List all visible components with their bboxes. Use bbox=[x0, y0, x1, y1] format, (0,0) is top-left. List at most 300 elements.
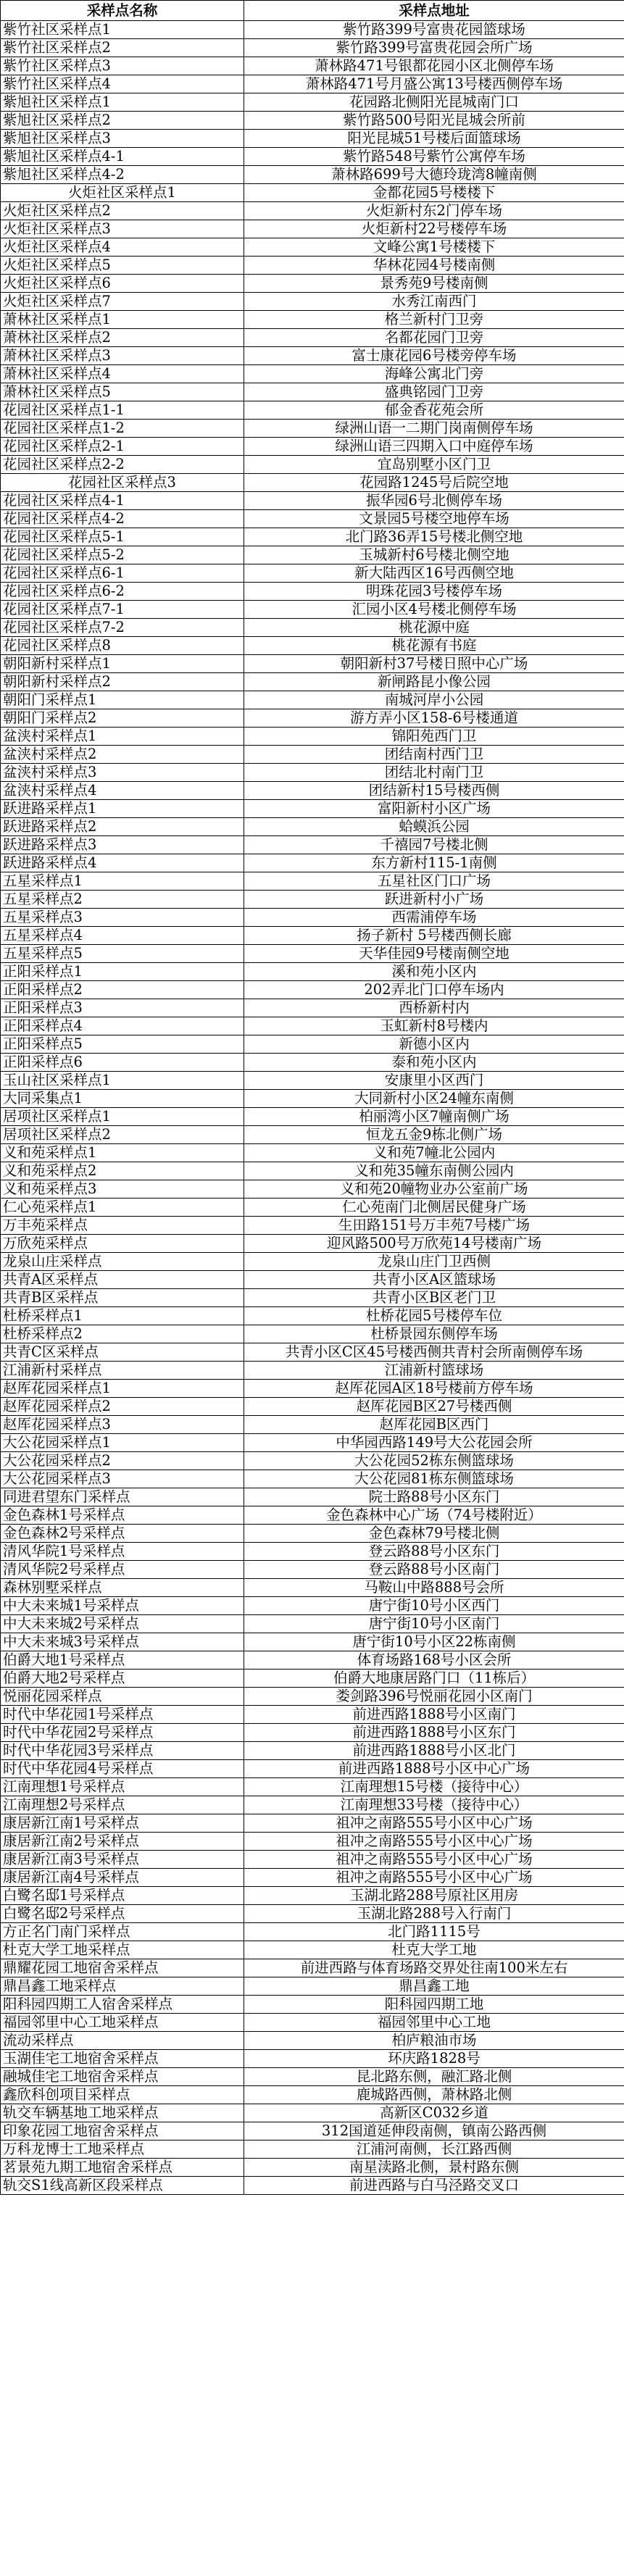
table-row bbox=[1, 655, 624, 673]
sampling-point-name: 跃进路采样点2 bbox=[1, 818, 244, 836]
sampling-point-address: 游方弄小区158-6号楼通道 bbox=[244, 709, 624, 728]
sampling-point-address: 义和苑7幢北公园内 bbox=[244, 1144, 624, 1162]
sampling-point-name: 五星采样点5 bbox=[1, 945, 244, 963]
sampling-point-name: 康居新江南3号采样点 bbox=[1, 1851, 244, 1869]
table-row bbox=[1, 184, 624, 202]
table-row bbox=[1, 637, 624, 655]
sampling-point-name: 正阳采样点1 bbox=[1, 963, 244, 981]
sampling-point-name: 萧林社区采样点2 bbox=[1, 329, 244, 347]
sampling-point-name: 萧林社区采样点1 bbox=[1, 311, 244, 329]
sampling-point-name: 大公花园采样点3 bbox=[1, 1470, 244, 1488]
sampling-point-address: 金色森林中心广场（74号楼附近） bbox=[244, 1506, 624, 1525]
table-row bbox=[1, 2086, 624, 2104]
sampling-point-name: 龙泉山庄采样点 bbox=[1, 1253, 244, 1271]
sampling-point-address: 南星渎路北侧，景村路东侧 bbox=[244, 2159, 624, 2177]
sampling-point-name: 江浦新村采样点 bbox=[1, 1362, 244, 1380]
sampling-point-name: 万科龙博士工地采样点 bbox=[1, 2141, 244, 2159]
sampling-point-name: 紫竹社区采样点4 bbox=[1, 75, 244, 93]
sampling-point-name: 紫竹社区采样点2 bbox=[1, 39, 244, 57]
table-row bbox=[1, 1941, 624, 1959]
table-row bbox=[1, 1289, 624, 1307]
sampling-point-address: 赵厍花园B区西门 bbox=[244, 1416, 624, 1434]
sampling-point-name: 正阳采样点3 bbox=[1, 999, 244, 1017]
sampling-point-address: 文峰公寓1号楼楼下 bbox=[244, 238, 624, 257]
table-row bbox=[1, 293, 624, 311]
sampling-point-address: 桃花源中庭 bbox=[244, 619, 624, 637]
table-row bbox=[1, 1525, 624, 1543]
sampling-point-address: 锦阳苑西门卫 bbox=[244, 728, 624, 746]
sampling-point-name: 共青B区采样点 bbox=[1, 1289, 244, 1307]
sampling-point-name: 花园社区采样点1-2 bbox=[1, 420, 244, 438]
sampling-point-name: 玉湖佳宅工地宿舍采样点 bbox=[1, 2050, 244, 2068]
sampling-point-address: 文景园5号楼空地停车场 bbox=[244, 510, 624, 528]
sampling-point-address: 格兰新村门卫旁 bbox=[244, 311, 624, 329]
sampling-point-address: 新德小区内 bbox=[244, 1035, 624, 1054]
sampling-point-name: 花园社区采样点8 bbox=[1, 637, 244, 655]
sampling-point-name: 正阳采样点4 bbox=[1, 1017, 244, 1035]
table-row bbox=[1, 728, 624, 746]
table-row bbox=[1, 1380, 624, 1398]
sampling-point-name: 花园社区采样点7-1 bbox=[1, 601, 244, 619]
sampling-point-name: 共青C区采样点 bbox=[1, 1343, 244, 1362]
table-row bbox=[1, 1923, 624, 1941]
sampling-point-name: 正阳采样点6 bbox=[1, 1054, 244, 1072]
sampling-point-name: 火炬社区采样点7 bbox=[1, 293, 244, 311]
sampling-point-name: 清风华院2号采样点 bbox=[1, 1561, 244, 1579]
table-row bbox=[1, 1814, 624, 1833]
sampling-point-address: 中华园西路149号大公花园会所 bbox=[244, 1434, 624, 1452]
sampling-point-address: 伯爵大地康居路门口（11栋后） bbox=[244, 1670, 624, 1688]
sampling-point-address: 五星社区门口广场 bbox=[244, 872, 624, 891]
sampling-point-address: 花园路北侧阳光昆城南门口 bbox=[244, 93, 624, 112]
sampling-point-address: 前进西路1888号小区北门 bbox=[244, 1742, 624, 1760]
table-row bbox=[1, 1470, 624, 1488]
column-header-name: 采样点名称 bbox=[1, 1, 244, 21]
sampling-point-address: 金都花园5号楼楼下 bbox=[244, 184, 624, 202]
sampling-point-name: 金色森林1号采样点 bbox=[1, 1506, 244, 1525]
sampling-point-address: 前进西路1888号小区中心广场 bbox=[244, 1760, 624, 1778]
sampling-point-name: 赵厍花园采样点3 bbox=[1, 1416, 244, 1434]
sampling-point-address: 体育场路168号小区会所 bbox=[244, 1651, 624, 1670]
sampling-point-name: 五星采样点3 bbox=[1, 909, 244, 927]
sampling-point-name: 融城佳宅工地宿舍采样点 bbox=[1, 2068, 244, 2086]
table-row bbox=[1, 691, 624, 709]
table-row bbox=[1, 238, 624, 257]
table-row bbox=[1, 2122, 624, 2141]
sampling-point-name: 时代中华花园4号采样点 bbox=[1, 1760, 244, 1778]
table-row bbox=[1, 800, 624, 818]
sampling-point-name: 紫旭社区采样点3 bbox=[1, 130, 244, 148]
table-row bbox=[1, 510, 624, 528]
sampling-point-address: 汇园小区4号楼北侧停车场 bbox=[244, 601, 624, 619]
sampling-point-name: 清风华院1号采样点 bbox=[1, 1543, 244, 1561]
sampling-point-address: 南城河岸小公园 bbox=[244, 691, 624, 709]
table-row bbox=[1, 872, 624, 891]
sampling-point-address: 火炬新村22号楼停车场 bbox=[244, 220, 624, 238]
sampling-point-name: 大同采集点1 bbox=[1, 1090, 244, 1108]
table-row bbox=[1, 528, 624, 546]
sampling-point-name: 鑫欣科创项目采样点 bbox=[1, 2086, 244, 2104]
sampling-point-name: 悦丽花园采样点 bbox=[1, 1688, 244, 1706]
table-header-row bbox=[1, 1, 624, 21]
table-row bbox=[1, 220, 624, 238]
table-row bbox=[1, 1343, 624, 1362]
table-row bbox=[1, 1688, 624, 1706]
table-row bbox=[1, 1887, 624, 1905]
table-row bbox=[1, 1742, 624, 1760]
sampling-point-name: 居项社区采样点1 bbox=[1, 1108, 244, 1126]
sampling-point-name: 玉山社区采样点1 bbox=[1, 1072, 244, 1090]
sampling-point-address: 阳光昆城51号楼后面篮球场 bbox=[244, 130, 624, 148]
table-row bbox=[1, 1217, 624, 1235]
table-row bbox=[1, 93, 624, 112]
table-row bbox=[1, 981, 624, 999]
table-row bbox=[1, 1126, 624, 1144]
sampling-point-name: 花园社区采样点5-1 bbox=[1, 528, 244, 546]
sampling-point-name: 花园社区采样点6-2 bbox=[1, 583, 244, 601]
sampling-point-name: 义和苑采样点1 bbox=[1, 1144, 244, 1162]
table-row bbox=[1, 1724, 624, 1742]
table-row bbox=[1, 1035, 624, 1054]
table-row bbox=[1, 365, 624, 383]
sampling-point-address: 赵厍花园B区27号楼西侧 bbox=[244, 1398, 624, 1416]
sampling-point-name: 中大未来城3号采样点 bbox=[1, 1633, 244, 1651]
sampling-point-name: 紫竹社区采样点3 bbox=[1, 57, 244, 75]
sampling-point-name: 江南理想2号采样点 bbox=[1, 1796, 244, 1814]
sampling-point-address: 义和苑20幢物业办公室前广场 bbox=[244, 1180, 624, 1199]
sampling-point-address: 团结新村15号楼西侧 bbox=[244, 782, 624, 800]
sampling-point-name: 萧林社区采样点3 bbox=[1, 347, 244, 365]
table-row bbox=[1, 999, 624, 1017]
table-row bbox=[1, 1362, 624, 1380]
sampling-point-name: 花园社区采样点3 bbox=[1, 474, 244, 492]
sampling-point-address: 恒龙五金9栋北侧广场 bbox=[244, 1126, 624, 1144]
table-row bbox=[1, 1271, 624, 1289]
table-row bbox=[1, 148, 624, 166]
table-row bbox=[1, 1307, 624, 1325]
sampling-point-name: 同进君望东门采样点 bbox=[1, 1488, 244, 1506]
sampling-point-address: 前进西路1888号小区东门 bbox=[244, 1724, 624, 1742]
sampling-point-address: 共青小区C区45号楼西侧共青村会所南侧停车场 bbox=[244, 1343, 624, 1362]
table-row bbox=[1, 347, 624, 365]
table-row bbox=[1, 1144, 624, 1162]
table-row bbox=[1, 1090, 624, 1108]
sampling-point-address: 赵厍花园A区18号楼前方停车场 bbox=[244, 1380, 624, 1398]
sampling-point-address: 团结北村南门卫 bbox=[244, 764, 624, 782]
sampling-point-name: 杜桥采样点2 bbox=[1, 1325, 244, 1343]
sampling-point-address: 海峰公寓北门旁 bbox=[244, 365, 624, 383]
sampling-point-name: 跃进路采样点3 bbox=[1, 836, 244, 854]
sampling-point-address: 江南理想33号楼（接待中心） bbox=[244, 1796, 624, 1814]
sampling-point-name: 朝阳门采样点2 bbox=[1, 709, 244, 728]
table-row bbox=[1, 1325, 624, 1343]
table-body bbox=[1, 21, 624, 2195]
sampling-point-address: 桃花源有书庭 bbox=[244, 637, 624, 655]
table-row bbox=[1, 1833, 624, 1851]
sampling-point-name: 紫旭社区采样点4-1 bbox=[1, 148, 244, 166]
sampling-point-name: 鼎昌鑫工地采样点 bbox=[1, 1977, 244, 1996]
table-row bbox=[1, 1977, 624, 1996]
sampling-point-address: 大公花园52栋东侧篮球场 bbox=[244, 1452, 624, 1470]
table-row bbox=[1, 202, 624, 220]
table-row bbox=[1, 1398, 624, 1416]
sampling-point-address: 312国道延伸段南侧，镇南公路西侧 bbox=[244, 2122, 624, 2141]
sampling-point-name: 花园社区采样点5-2 bbox=[1, 546, 244, 564]
sampling-point-name: 白鹭名邸1号采样点 bbox=[1, 1887, 244, 1905]
sampling-point-address: 金色森林79号楼北侧 bbox=[244, 1525, 624, 1543]
sampling-point-name: 居项社区采样点2 bbox=[1, 1126, 244, 1144]
sampling-point-address: 前进西路与白马泾路交叉口 bbox=[244, 2177, 624, 2195]
sampling-point-name: 花园社区采样点2-1 bbox=[1, 438, 244, 456]
sampling-point-address: 富士康花园6号楼旁停车场 bbox=[244, 347, 624, 365]
table-row bbox=[1, 2014, 624, 2032]
sampling-point-address: 萧林路699号大德玲珑湾8幢南侧 bbox=[244, 166, 624, 184]
sampling-point-name: 朝阳新村采样点2 bbox=[1, 673, 244, 691]
table-row bbox=[1, 963, 624, 981]
table-row bbox=[1, 818, 624, 836]
sampling-point-address: 新闸路昆小像公园 bbox=[244, 673, 624, 691]
table-row bbox=[1, 1180, 624, 1199]
sampling-point-address: 郁金香花苑会所 bbox=[244, 401, 624, 420]
sampling-point-name: 伯爵大地2号采样点 bbox=[1, 1670, 244, 1688]
sampling-point-address: 绿洲山语一二期门岗南侧停车场 bbox=[244, 420, 624, 438]
sampling-point-address: 唐宁街10号小区22栋南侧 bbox=[244, 1633, 624, 1651]
sampling-point-address: 富阳新村小区广场 bbox=[244, 800, 624, 818]
sampling-point-name: 萧林社区采样点4 bbox=[1, 365, 244, 383]
table-row bbox=[1, 764, 624, 782]
sampling-point-address: 杜桥景园东侧停车场 bbox=[244, 1325, 624, 1343]
table-row bbox=[1, 583, 624, 601]
table-row bbox=[1, 1452, 624, 1470]
sampling-point-address: 杜克大学工地 bbox=[244, 1941, 624, 1959]
sampling-point-name: 森林别墅采样点 bbox=[1, 1579, 244, 1597]
table-row bbox=[1, 492, 624, 510]
sampling-point-name: 正阳采样点5 bbox=[1, 1035, 244, 1054]
sampling-point-name: 义和苑采样点3 bbox=[1, 1180, 244, 1199]
sampling-point-name: 江南理想1号采样点 bbox=[1, 1778, 244, 1796]
sampling-point-address: 祖冲之南路555号小区中心广场 bbox=[244, 1869, 624, 1887]
sampling-point-name: 朝阳新村采样点1 bbox=[1, 655, 244, 673]
table-row bbox=[1, 673, 624, 691]
sampling-point-address: 鹿城路西侧，萧林路北侧 bbox=[244, 2086, 624, 2104]
table-row bbox=[1, 2177, 624, 2195]
sampling-point-name: 紫竹社区采样点1 bbox=[1, 21, 244, 39]
sampling-point-address: 昆北路东侧，融汇路北侧 bbox=[244, 2068, 624, 2086]
table-row bbox=[1, 1199, 624, 1217]
table-row bbox=[1, 329, 624, 347]
sampling-point-name: 中大未来城1号采样点 bbox=[1, 1597, 244, 1615]
sampling-point-address: 火炬新村东2门停车场 bbox=[244, 202, 624, 220]
table-row bbox=[1, 891, 624, 909]
sampling-point-address: 鼎昌鑫工地 bbox=[244, 1977, 624, 1996]
sampling-point-name: 跃进路采样点4 bbox=[1, 854, 244, 872]
table-row bbox=[1, 1579, 624, 1597]
sampling-point-name: 朝阳门采样点1 bbox=[1, 691, 244, 709]
table-row bbox=[1, 1434, 624, 1452]
table-row bbox=[1, 75, 624, 93]
sampling-point-name: 中大未来城2号采样点 bbox=[1, 1615, 244, 1633]
table-row bbox=[1, 57, 624, 75]
table-row bbox=[1, 1416, 624, 1434]
sampling-point-address: 盛典铭园门卫旁 bbox=[244, 383, 624, 401]
table-row bbox=[1, 1017, 624, 1035]
table-row bbox=[1, 420, 624, 438]
table-row bbox=[1, 130, 624, 148]
table-row bbox=[1, 1996, 624, 2014]
table-row bbox=[1, 1072, 624, 1090]
table-row bbox=[1, 709, 624, 728]
sampling-point-name: 仁心苑采样点1 bbox=[1, 1199, 244, 1217]
sampling-point-name: 流动采样点 bbox=[1, 2032, 244, 2050]
sampling-point-address: 柏庐粮油市场 bbox=[244, 2032, 624, 2050]
table-row bbox=[1, 854, 624, 872]
table-row bbox=[1, 438, 624, 456]
sampling-point-name: 康居新江南2号采样点 bbox=[1, 1833, 244, 1851]
table-row bbox=[1, 21, 624, 39]
sampling-point-name: 伯爵大地1号采样点 bbox=[1, 1651, 244, 1670]
table-row bbox=[1, 927, 624, 945]
sampling-point-name: 杜桥采样点1 bbox=[1, 1307, 244, 1325]
sampling-point-name: 轨交车辆基地工地采样点 bbox=[1, 2104, 244, 2122]
table-row bbox=[1, 1108, 624, 1126]
sampling-point-address: 环庆路1828号 bbox=[244, 2050, 624, 2068]
sampling-point-address: 紫竹路548号紫竹公寓停车场 bbox=[244, 148, 624, 166]
sampling-point-address: 玉虹新村8号楼内 bbox=[244, 1017, 624, 1035]
sampling-point-name: 花园社区采样点4-1 bbox=[1, 492, 244, 510]
sampling-point-address: 水秀江南西门 bbox=[244, 293, 624, 311]
sampling-point-name: 正阳采样点2 bbox=[1, 981, 244, 999]
sampling-point-address: 祖冲之南路555号小区中心广场 bbox=[244, 1814, 624, 1833]
sampling-point-address: 华林花园4号楼南侧 bbox=[244, 257, 624, 275]
sampling-point-address: 江南理想15号楼（接待中心） bbox=[244, 1778, 624, 1796]
sampling-point-name: 五星采样点1 bbox=[1, 872, 244, 891]
sampling-point-name: 五星采样点2 bbox=[1, 891, 244, 909]
sampling-point-address: 跃进新村小广场 bbox=[244, 891, 624, 909]
sampling-point-name: 赵厍花园采样点1 bbox=[1, 1380, 244, 1398]
table-row bbox=[1, 1651, 624, 1670]
table-row bbox=[1, 1253, 624, 1271]
sampling-point-address: 祖冲之南路555号小区中心广场 bbox=[244, 1851, 624, 1869]
sampling-point-address: 泰和苑小区内 bbox=[244, 1054, 624, 1072]
sampling-point-name: 盆浃村采样点3 bbox=[1, 764, 244, 782]
sampling-point-name: 大公花园采样点1 bbox=[1, 1434, 244, 1452]
table-row bbox=[1, 1235, 624, 1253]
sampling-point-address: 仁心苑南门北侧居民健身广场 bbox=[244, 1199, 624, 1217]
sampling-point-name: 紫旭社区采样点1 bbox=[1, 93, 244, 112]
table-row bbox=[1, 782, 624, 800]
sampling-point-name: 赵厍花园采样点2 bbox=[1, 1398, 244, 1416]
sampling-point-address: 紫竹路399号富贵花园会所广场 bbox=[244, 39, 624, 57]
sampling-point-name: 盆浃村采样点2 bbox=[1, 746, 244, 764]
table-row bbox=[1, 2159, 624, 2177]
sampling-point-address: 景秀苑9号楼南侧 bbox=[244, 275, 624, 293]
sampling-point-name: 方正名门南门采样点 bbox=[1, 1923, 244, 1941]
sampling-point-address: 东方新村115-1南侧 bbox=[244, 854, 624, 872]
sampling-point-name: 时代中华花园1号采样点 bbox=[1, 1706, 244, 1724]
sampling-point-name: 鼎耀花园工地宿舍采样点 bbox=[1, 1959, 244, 1977]
sampling-point-address: 溪和苑小区内 bbox=[244, 963, 624, 981]
sampling-point-name: 花园社区采样点2-2 bbox=[1, 456, 244, 474]
sampling-point-address: 共青小区A区篮球场 bbox=[244, 1271, 624, 1289]
table-row bbox=[1, 474, 624, 492]
sampling-point-address: 娄剑路396号悦丽花园小区南门 bbox=[244, 1688, 624, 1706]
table-row bbox=[1, 1561, 624, 1579]
sampling-point-address: 生田路151号万丰苑7号楼广场 bbox=[244, 1217, 624, 1235]
sampling-point-name: 五星采样点4 bbox=[1, 927, 244, 945]
table-row bbox=[1, 1905, 624, 1923]
sampling-point-address: 团结南村西门卫 bbox=[244, 746, 624, 764]
sampling-point-address: 玉湖北路288号入行南门 bbox=[244, 1905, 624, 1923]
table-row bbox=[1, 909, 624, 927]
sampling-point-name: 时代中华花园2号采样点 bbox=[1, 1724, 244, 1742]
sampling-point-address: 祖冲之南路555号小区中心广场 bbox=[244, 1833, 624, 1851]
sampling-point-address: 振华园6号北侧停车场 bbox=[244, 492, 624, 510]
table-row bbox=[1, 1506, 624, 1525]
sampling-point-name: 印象花园工地宿舍采样点 bbox=[1, 2122, 244, 2141]
sampling-point-name: 白鹭名邸2号采样点 bbox=[1, 1905, 244, 1923]
sampling-point-address: 名都花园门卫旁 bbox=[244, 329, 624, 347]
sampling-point-address: 202弄北门口停车场内 bbox=[244, 981, 624, 999]
sampling-point-name: 火炬社区采样点5 bbox=[1, 257, 244, 275]
sampling-point-name: 阳科园四期工人宿舍采样点 bbox=[1, 1996, 244, 2014]
sampling-point-address: 紫竹路399号富贵花园篮球场 bbox=[244, 21, 624, 39]
sampling-point-address: 天华佳园9号楼南侧空地 bbox=[244, 945, 624, 963]
sampling-point-name: 花园社区采样点6-1 bbox=[1, 564, 244, 583]
sampling-point-name: 金色森林2号采样点 bbox=[1, 1525, 244, 1543]
sampling-point-address: 扬子新村 5号楼西侧长廊 bbox=[244, 927, 624, 945]
sampling-point-address: 江浦河南侧，长江路西侧 bbox=[244, 2141, 624, 2159]
sampling-point-address: 杜桥花园5号楼停车位 bbox=[244, 1307, 624, 1325]
table-row bbox=[1, 1633, 624, 1651]
sampling-point-address: 院士路88号小区东门 bbox=[244, 1488, 624, 1506]
table-row bbox=[1, 1851, 624, 1869]
sampling-point-name: 共青A区采样点 bbox=[1, 1271, 244, 1289]
sampling-point-name: 火炬社区采样点6 bbox=[1, 275, 244, 293]
column-header-address: 采样点地址 bbox=[244, 1, 624, 21]
sampling-point-name: 花园社区采样点7-2 bbox=[1, 619, 244, 637]
table-row bbox=[1, 836, 624, 854]
sampling-point-name: 花园社区采样点4-2 bbox=[1, 510, 244, 528]
table-row bbox=[1, 601, 624, 619]
table-row bbox=[1, 2104, 624, 2122]
sampling-point-address: 龙泉山庄门卫西侧 bbox=[244, 1253, 624, 1271]
sampling-point-name: 盆浃村采样点1 bbox=[1, 728, 244, 746]
sampling-point-address: 共青小区B区老门卫 bbox=[244, 1289, 624, 1307]
sampling-point-name: 火炬社区采样点4 bbox=[1, 238, 244, 257]
sampling-point-address: 迎风路500号万欣苑14号楼南广场 bbox=[244, 1235, 624, 1253]
sampling-point-address: 前进西路与体育场路交界处往南100米左右 bbox=[244, 1959, 624, 1977]
sampling-point-name: 盆浃村采样点4 bbox=[1, 782, 244, 800]
table-row bbox=[1, 1670, 624, 1688]
sampling-point-address: 登云路88号小区南门 bbox=[244, 1561, 624, 1579]
sampling-point-name: 万欣苑采样点 bbox=[1, 1235, 244, 1253]
sampling-point-name: 跃进路采样点1 bbox=[1, 800, 244, 818]
sampling-point-address: 玉城新村6号楼北侧空地 bbox=[244, 546, 624, 564]
table-row bbox=[1, 112, 624, 130]
sampling-point-address: 千禧园7号楼北侧 bbox=[244, 836, 624, 854]
sampling-point-address: 义和苑35幢东南侧公园内 bbox=[244, 1162, 624, 1180]
sampling-point-address: 唐宁街10号小区西门 bbox=[244, 1597, 624, 1615]
sampling-point-address: 江浦新村篮球场 bbox=[244, 1362, 624, 1380]
table-row bbox=[1, 2050, 624, 2068]
sampling-point-address: 朝阳新村37号楼日照中心广场 bbox=[244, 655, 624, 673]
sampling-point-address: 宜岛别墅小区门卫 bbox=[244, 456, 624, 474]
sampling-point-name: 时代中华花园3号采样点 bbox=[1, 1742, 244, 1760]
sampling-point-address: 北门路1115号 bbox=[244, 1923, 624, 1941]
sampling-point-address: 大公花园81栋东侧篮球场 bbox=[244, 1470, 624, 1488]
sampling-point-address: 西需浦停车场 bbox=[244, 909, 624, 927]
sampling-point-name: 义和苑采样点2 bbox=[1, 1162, 244, 1180]
